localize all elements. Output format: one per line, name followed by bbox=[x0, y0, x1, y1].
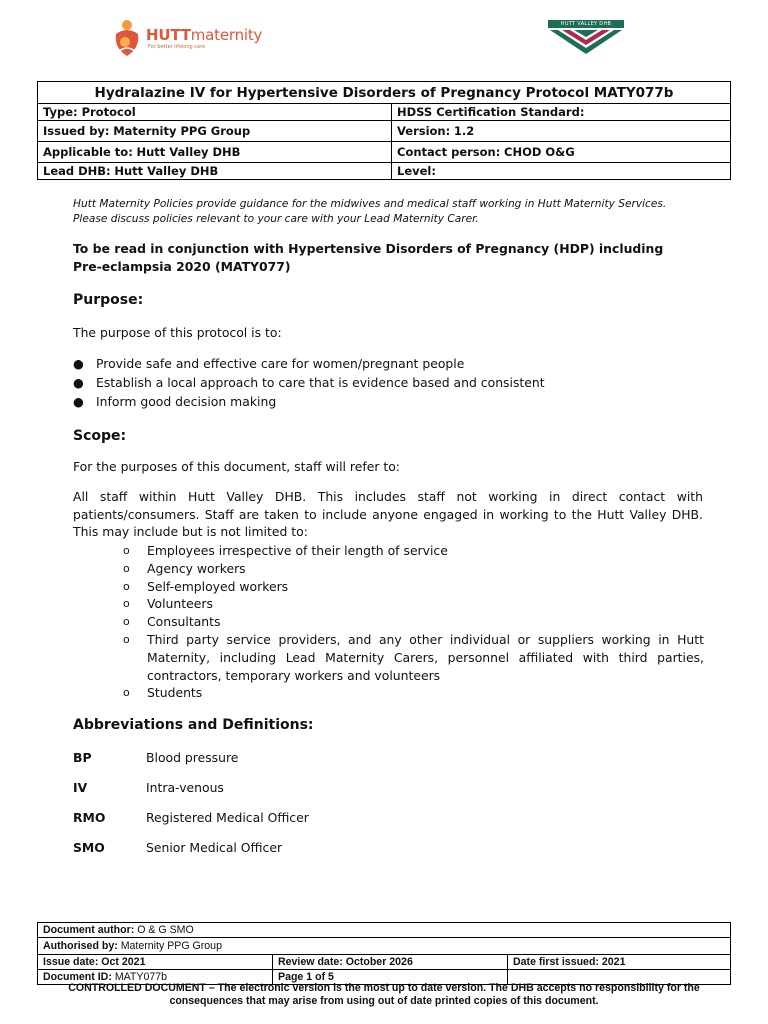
dhb-chevron-icon bbox=[548, 28, 624, 56]
abbreviation-term: IV bbox=[73, 780, 88, 795]
abbreviation-term: BP bbox=[73, 750, 92, 765]
review-date-cell: Review date: October 2026 bbox=[273, 955, 508, 970]
list-item: ● Inform good decision making bbox=[73, 394, 277, 409]
issued-by-cell: Issued by: Maternity PPG Group bbox=[38, 121, 392, 142]
list-item: o Students bbox=[123, 685, 203, 701]
issue-date-cell: Issue date: Oct 2021 bbox=[38, 955, 273, 970]
scope-list bbox=[123, 542, 704, 702]
abbreviation-definition: Registered Medical Officer bbox=[146, 810, 309, 825]
abbreviation-definition: Blood pressure bbox=[146, 750, 239, 765]
list-item: o Third party service providers, and any other individual or suppliers working in Hutt Maternity, including Lead Maternity Carers, personnel affiliated with third parties, contractors, temporary workers and volunteers bbox=[123, 631, 704, 683]
authorised-by-cell: Authorised by: Maternity PPG Group bbox=[38, 938, 731, 955]
abbreviation-term: RMO bbox=[73, 810, 106, 825]
list-item: o Consultants bbox=[123, 614, 221, 630]
protocol-info-table bbox=[37, 81, 731, 180]
version-cell: Version: 1.2 bbox=[392, 121, 731, 142]
contact-person-cell: Contact person: CHOD O&G bbox=[392, 142, 731, 163]
scope-body: All staff within Hutt Valley DHB. This includes staff not working in direct contact with patients/consumers. Staff are taken to include anyone engaged in working to the Hutt Valley DHB. This may include but is not limited to: bbox=[73, 489, 703, 539]
document-title: Hydralazine IV for Hypertensive Disorders of Pregnancy Protocol MATY077b bbox=[38, 82, 731, 104]
purpose-heading: Purpose: bbox=[73, 292, 144, 308]
list-item: ● Provide safe and effective care for women/pregnant people bbox=[73, 356, 465, 371]
hdss-cell: HDSS Certification Standard: bbox=[392, 104, 731, 121]
document-id-cell: Document ID: MATY077b bbox=[38, 970, 273, 985]
hutt-valley-dhb-logo bbox=[548, 20, 624, 56]
hutt-maternity-wordmark: HUTTmaternity bbox=[146, 26, 263, 44]
level-cell: Level: bbox=[392, 163, 731, 180]
applicable-to-cell: Applicable to: Hutt Valley DHB bbox=[38, 142, 392, 163]
lead-dhb-cell: Lead DHB: Hutt Valley DHB bbox=[38, 163, 392, 180]
list-item: o Employees irrespective of their length of service bbox=[123, 543, 448, 558]
abbreviations-heading: Abbreviations and Definitions: bbox=[73, 717, 314, 733]
policy-intro: Hutt Maternity Policies provide guidance for the midwives and medical staff working in Hutt Maternity Services. Please discuss policies relevant to your care with your Lead Maternity Carer. bbox=[73, 198, 667, 225]
document-author-cell: Document author: O & G SMO bbox=[38, 923, 731, 938]
list-item: o Self-employed workers bbox=[123, 578, 289, 594]
list-item: ● Establish a local approach to care that is evidence based and consistent bbox=[73, 375, 545, 390]
list-item: o Agency workers bbox=[123, 560, 246, 576]
read-in-conjunction: To be read in conjunction with Hypertensive Disorders of Pregnancy (HDP) including Pre-eclampsia 2020 (MATY077) bbox=[73, 241, 664, 274]
abbreviation-definition: Senior Medical Officer bbox=[146, 840, 283, 855]
dhb-logo-text: HUTT VALLEY DHB bbox=[548, 20, 624, 28]
controlled-document-notice: CONTROLLED DOCUMENT – The electronic version is the most up to date version. The DHB accepts no responsibility for the consequences that may arise from using out of date printed copies of this document. bbox=[68, 982, 700, 1007]
hutt-maternity-tagline: For better lifelong care bbox=[148, 44, 206, 50]
abbreviation-definition: Intra-venous bbox=[146, 780, 224, 795]
list-item: o Volunteers bbox=[123, 596, 213, 612]
purpose-lead: The purpose of this protocol is to: bbox=[73, 325, 282, 340]
scope-heading: Scope: bbox=[73, 428, 127, 444]
type-cell: Type: Protocol bbox=[38, 104, 392, 121]
date-first-issued-cell: Date first issued: 2021 bbox=[508, 955, 731, 970]
scope-lead: For the purposes of this document, staff will refer to: bbox=[73, 459, 400, 474]
hutt-maternity-logo bbox=[112, 18, 263, 62]
hutt-maternity-mark-icon bbox=[112, 18, 142, 58]
abbreviation-term: SMO bbox=[73, 840, 105, 855]
document-control-table bbox=[37, 922, 731, 985]
page-number-cell: Page 1 of 5 bbox=[273, 970, 508, 985]
purpose-list bbox=[73, 354, 703, 411]
